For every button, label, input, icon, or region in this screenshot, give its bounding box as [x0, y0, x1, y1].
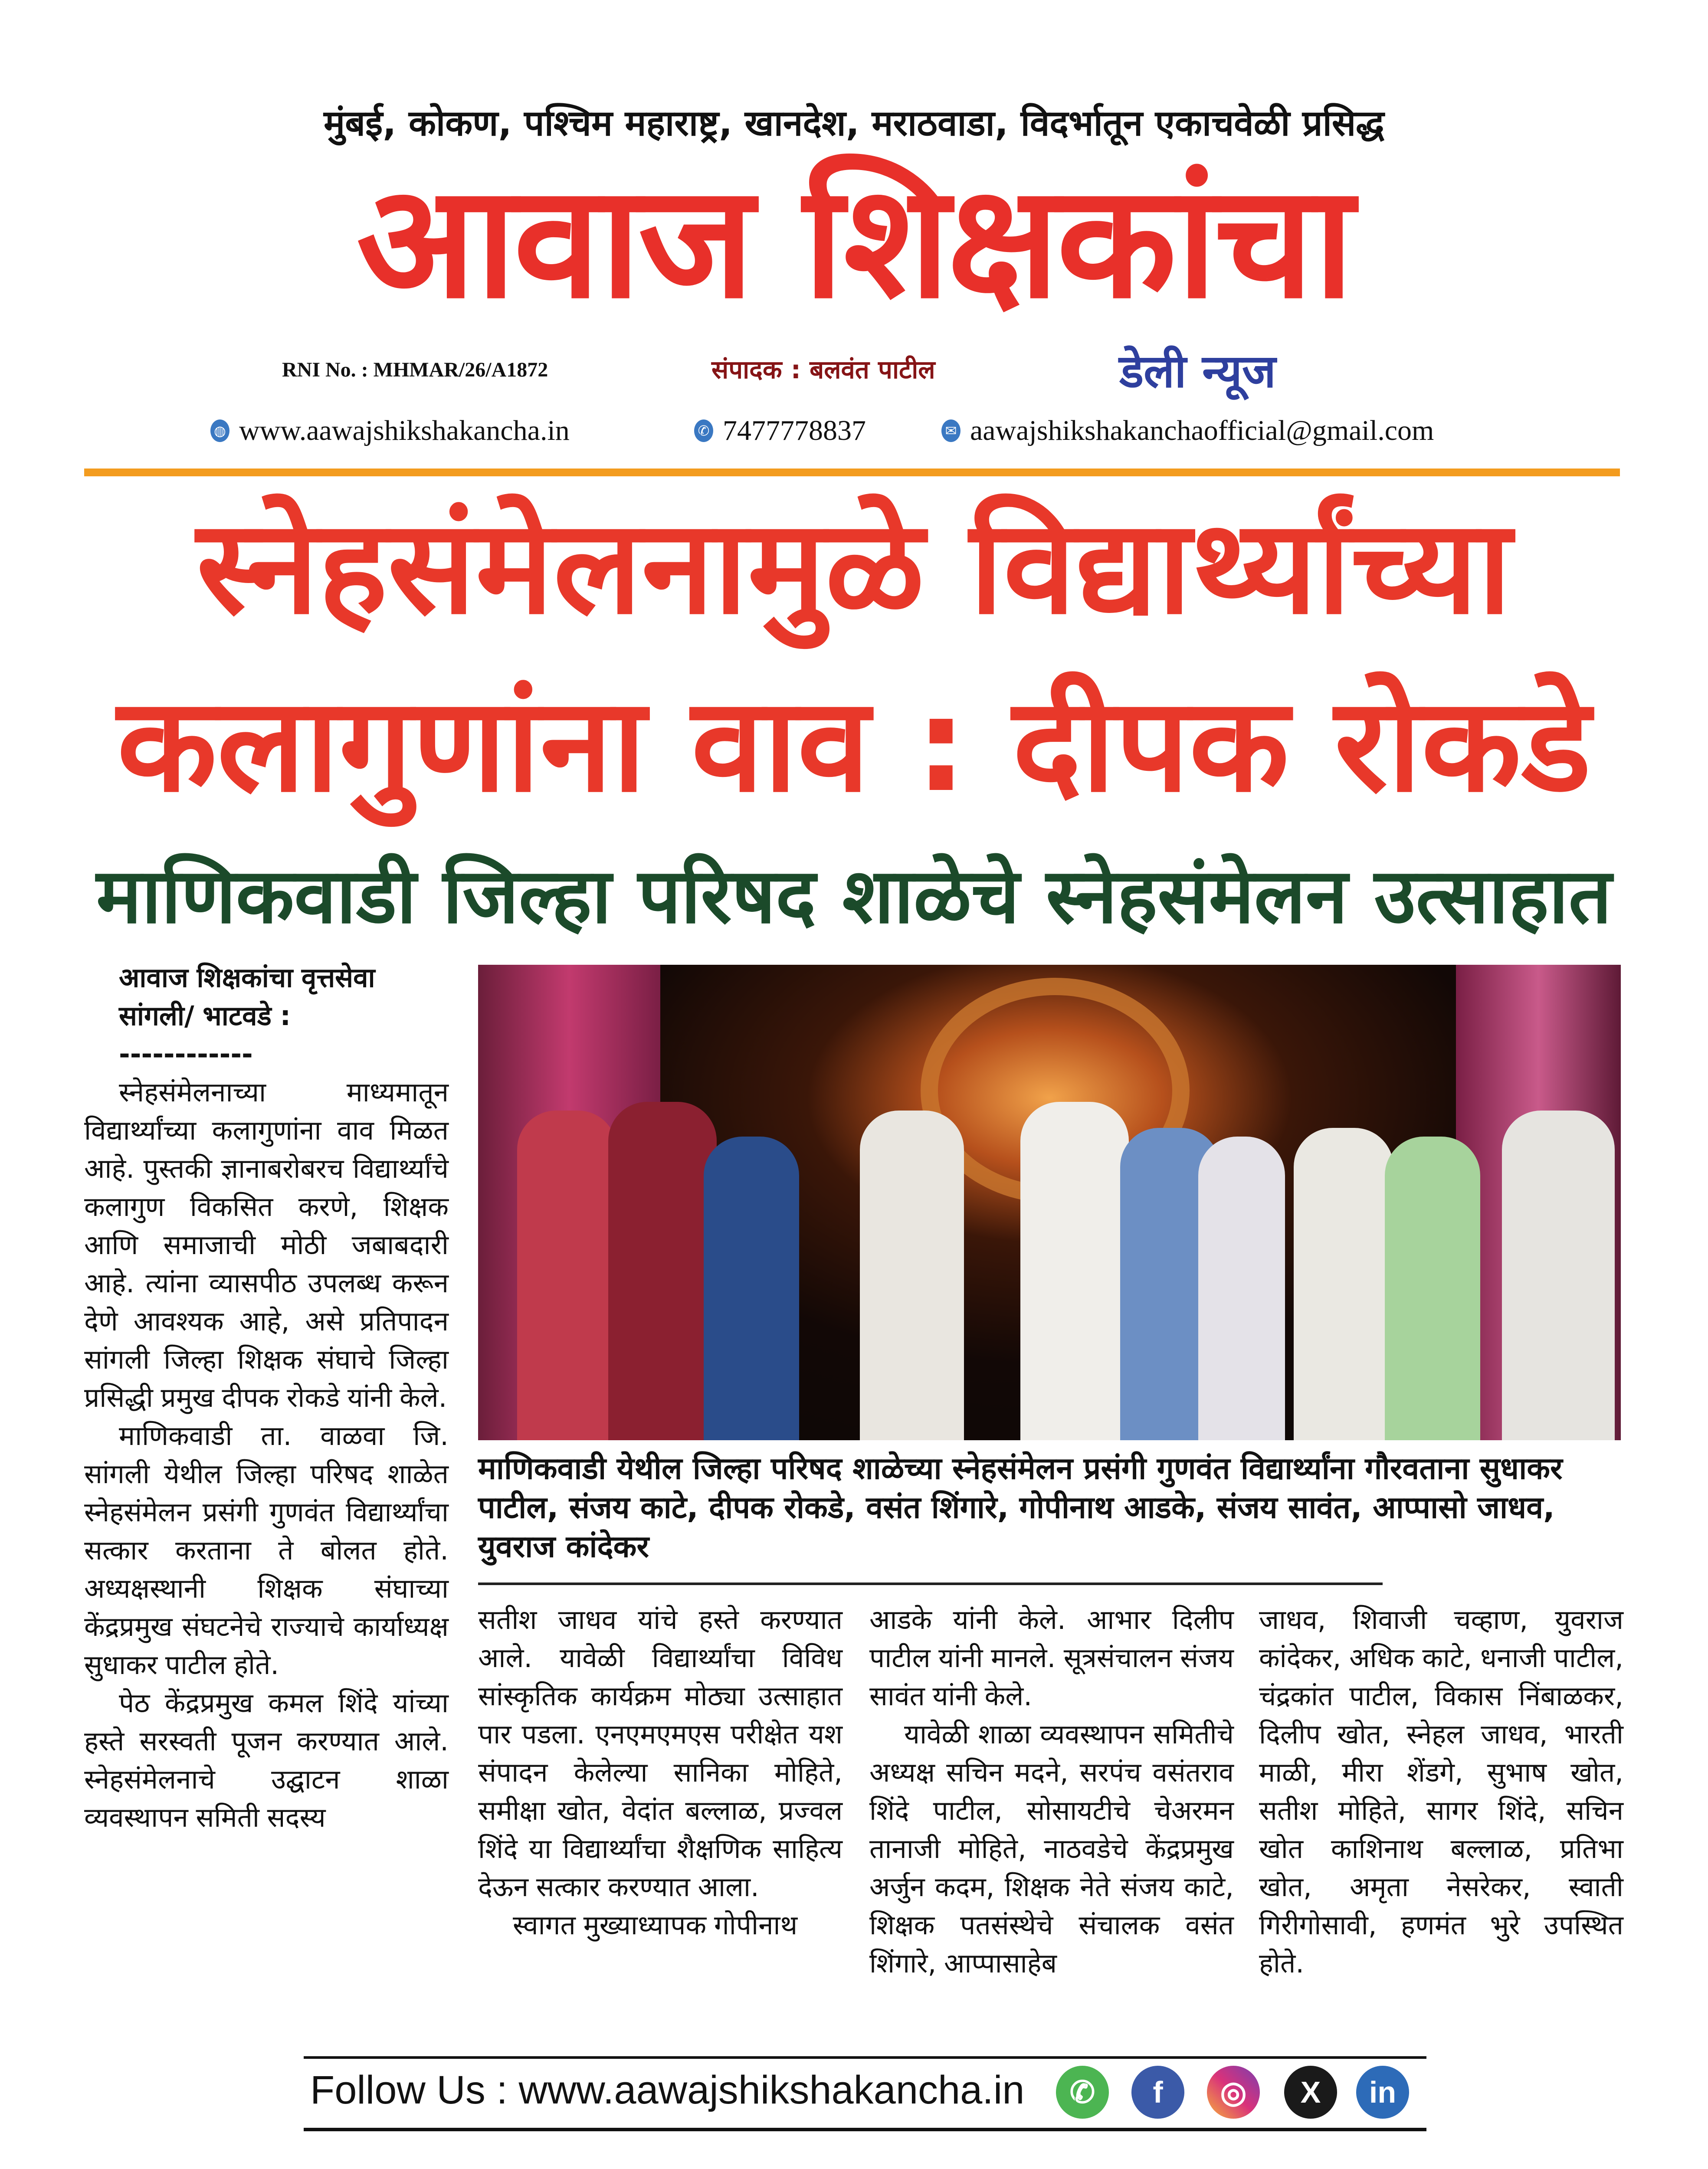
- phone-contact[interactable]: [694, 414, 866, 447]
- person: [1502, 1111, 1615, 1440]
- edition-label: डेली न्यूज: [1119, 345, 1276, 398]
- article-column-3: [869, 1601, 1234, 1982]
- paragraph: स्वागत मुख्याध्यापक गोपीनाथ: [513, 1909, 798, 1941]
- paragraph: स्नेहसंमेलनाच्या माध्यमातून विद्यार्थ्यांच्या कलागुणांना वाव मिळत आहे. पुस्तकी ज्ञानाबरोबरच विद्यार्थ्यांचे कलागुण विकसित करणे, शिक्षक आणि समाजाची मोठी जबाबदारी आहे. त्यांना व्यासपीठ उपलब्ध करून देणे आवश्यक आहे, असे प्रतिपादन सांगली जिल्हा शिक्षक संघाचे जिल्हा प्रसिद्धी प्रमुख दीपक रोकडे यांनी केले.: [84, 1076, 449, 1413]
- photo-caption: माणिकवाडी येथील जिल्हा परिषद शाळेच्या स्नेहसंमेलन प्रसंगी गुणवंत विद्यार्थ्यांना गौरवताना सुधाकर पाटील, संजय काटे, दीपक रोकडे, वसंत शिंगारे, गोपीनाथ आडके, संजय सावंत, आप्पासो जाधव, युवराज कांदेकर: [478, 1451, 1563, 1564]
- header-divider: [84, 469, 1620, 476]
- event-photo: [478, 965, 1621, 1440]
- article-column-1: [84, 959, 449, 1837]
- mail-icon: ✉: [941, 419, 961, 442]
- editor-name: संपादक : बलवंत पाटील: [711, 355, 935, 384]
- tagline: मुंबई, कोकण, पश्चिम महाराष्ट्र, खानदेश, मराठवाडा, विदर्भातून एकाचवेळी प्रसिद्ध: [324, 103, 1384, 144]
- email-link[interactable]: aawajshikshakanchaofficial@gmail.com: [970, 415, 1434, 446]
- phone-number[interactable]: 7477778837: [723, 415, 866, 446]
- facebook-icon[interactable]: f: [1131, 2066, 1184, 2119]
- phone-icon: ✆: [694, 419, 713, 442]
- paragraph: सतीश जाधव यांचे हस्ते करण्यात आले. यावेळी विद्यार्थ्यांचा विविध सांस्कृतिक कार्यक्रम मोठ्या उत्साहात पार पडला. एनएमएमएस परीक्षेत यश संपादन केलेल्या सानिका मोहिते, समीक्षा खोत, वेदांत बल्लाळ, प्रज्वल शिंदे या विद्यार्थ्यांचा शैक्षणिक साहित्य देऊन सत्कार करण्यात आला.: [478, 1604, 843, 1903]
- person: [860, 1111, 964, 1440]
- person: [1385, 1137, 1480, 1440]
- paragraph: आडके यांनी केले. आभार दिलीप पाटील यांनी मानले. सूत्रसंचालन संजय सावंत यांनी केले.: [869, 1604, 1234, 1712]
- byline-source: आवाज शिक्षकांचा वृत्तसेवा: [119, 962, 375, 993]
- masthead-logo: आवाज शिक्षकांचा: [356, 151, 1352, 333]
- website-link[interactable]: www.aawajshikshakancha.in: [239, 415, 570, 446]
- byline-location: सांगली/ भाटवडे :: [119, 1000, 291, 1032]
- linkedin-icon[interactable]: in: [1356, 2066, 1409, 2119]
- paragraph: जाधव, शिवाजी चव्हाण, युवराज कांदेकर, अधिक काटे, धनाजी पाटील, चंद्रकांत पाटील, विकास निंबाळकर, दिलीप खोत, स्नेहल जाधव, भारती माळी, मीरा शेंडगे, सुभाष खोत, सतीश मोहिते, सागर शिंदे, सचिन खोत काशिनाथ बल्लाळ, प्रतिभा खोत, अमृता नेसरेकर, स्वाती गिरीगोसावी, हणमंत भुरे उपस्थित होते.: [1259, 1604, 1623, 1979]
- footer-divider-top: [304, 2056, 1426, 2059]
- follow-us-link[interactable]: Follow Us : www.aawajshikshakancha.in: [310, 2068, 1025, 2112]
- person: [608, 1102, 717, 1440]
- subheadline: माणिकवाडी जिल्हा परिषद शाळेचे स्नेहसंमेलन उत्साहात: [96, 852, 1612, 940]
- byline-separator: ------------: [119, 1038, 253, 1070]
- email-contact[interactable]: [941, 414, 1434, 447]
- person: [517, 1111, 617, 1440]
- instagram-icon[interactable]: ◎: [1207, 2066, 1260, 2119]
- paragraph: यावेळी शाळा व्यवस्थापन समितीचे अध्यक्ष सचिन मदने, सरपंच वसंतराव शिंदे पाटील, सोसायटीचे चेअरमन तानाजी मोहिते, नाठवडेचे केंद्रप्रमुख अर्जुन कदम, शिक्षक नेते संजय काटे, शिक्षक पतसंस्थेचे संचालक वसंत शिंगारे, आप्पासाहेब: [869, 1718, 1234, 1979]
- paragraph: पेठ केंद्रप्रमुख कमल शिंदे यांच्या हस्ते सरस्वती पूजन करण्यात आले. स्नेहसंमेलनाचे उद्घाटन शाळा व्यवस्थापन समिती सदस्य: [84, 1687, 449, 1833]
- globe-icon: ◍: [210, 419, 229, 442]
- website-contact[interactable]: [210, 414, 570, 447]
- headline-line-1: स्नेहसंमेलनामुळे विद्यार्थ्यांच्या: [196, 491, 1512, 643]
- headline-line-2: कलागुणांना वाव : दीपक रोकडे: [117, 669, 1591, 821]
- paragraph: माणिकवाडी ता. वाळवा जि. सांगली येथील जिल्हा परिषद शाळेत स्नेहसंमेलन प्रसंगी गुणवंत विद्यार्थ्यांचा सत्कार करताना ते बोलत होते. अध्यक्षस्थानी शिक्षक संघाच्या केंद्रप्रमुख संघटनेचे राज्याचे कार्याध्यक्ष सुधाकर पाटील होते.: [84, 1420, 449, 1681]
- rni-number: RNI No. : MHMAR/26/A1872: [282, 358, 548, 381]
- person: [1294, 1128, 1393, 1440]
- x-icon[interactable]: X: [1284, 2066, 1337, 2119]
- footer-divider-bottom: [304, 2128, 1426, 2131]
- article-column-4: [1259, 1601, 1623, 1982]
- person: [704, 1137, 799, 1440]
- whatsapp-icon[interactable]: ✆: [1056, 2066, 1109, 2119]
- person: [1020, 1102, 1129, 1440]
- article-column-2: [478, 1601, 843, 1944]
- person: [1198, 1137, 1285, 1440]
- caption-divider: [478, 1583, 1383, 1585]
